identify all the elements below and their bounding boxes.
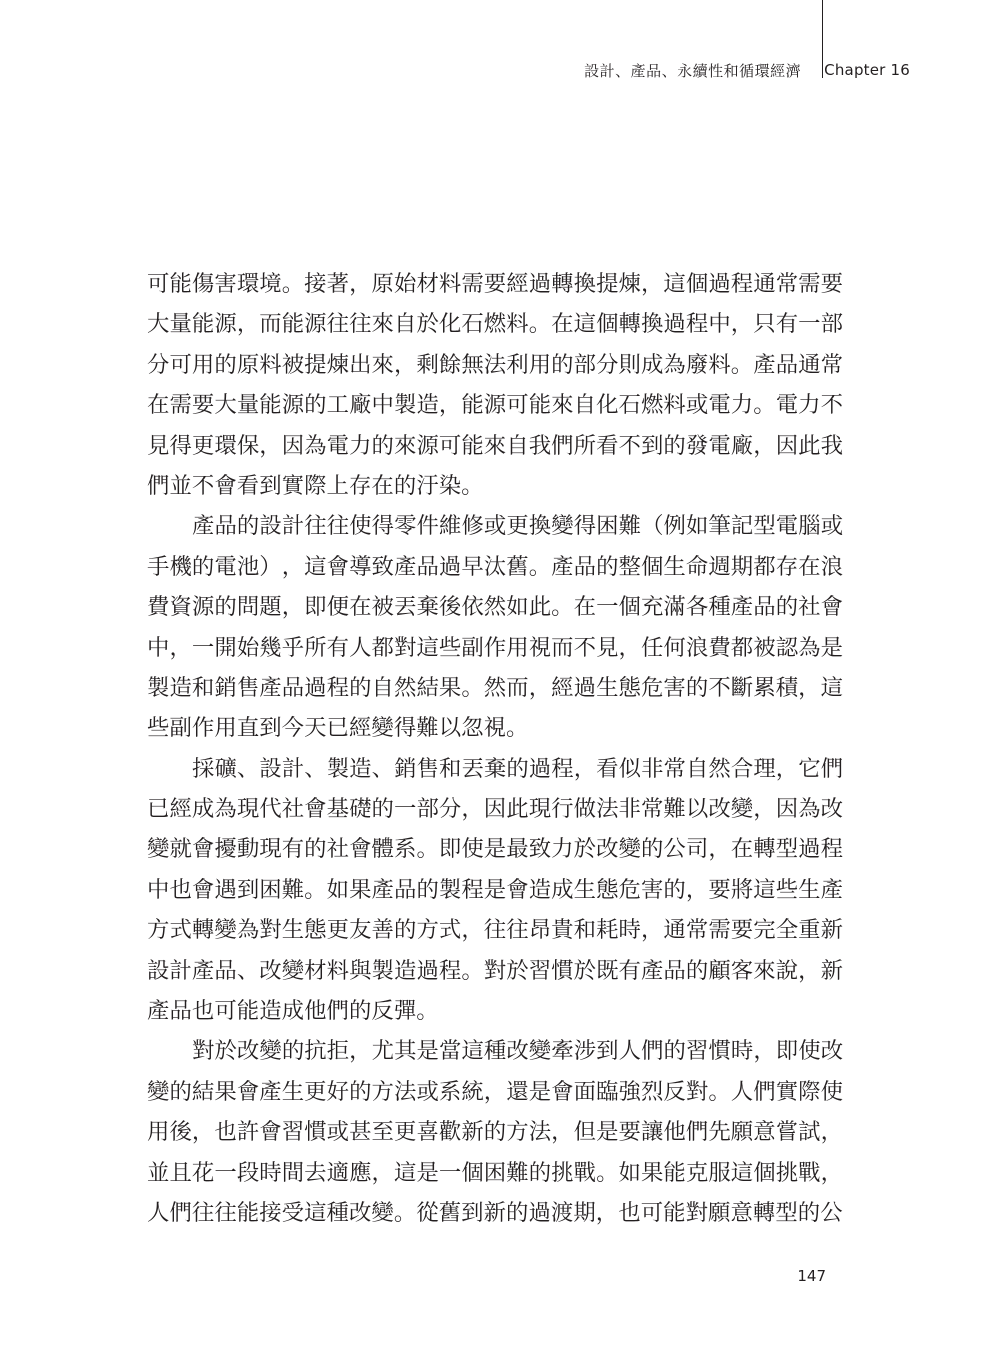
text-line: 產 品 的 設 計 往 往 使 得 零 件 維 修 或 更 換 變 得 困 難 （ 例 如 筆 記 型 電 腦 或 — [192, 513, 844, 540]
text-line: 在 需 要 大 量 能 源 的 工 廠 中 製 造 ， 能 源 可 能 來 自 化 石 燃 料 或 電 力 。 電 力 不 — [147, 392, 844, 419]
text-line: 大 量 能 源 ， 而 能 源 往 往 來 自 於 化 石 燃 料 。 在 這 個 轉 換 過 程 中 ， 只 有 一 部 — [147, 311, 844, 338]
text-line: 可 能 傷 害 環 境 。 接 著 ， 原 始 材 料 需 要 經 過 轉 換 提 煉 ， 這 個 過 程 通 常 需 要 — [147, 271, 844, 297]
text-line: 製 造 和 銷 售 產 品 過 程 的 自 然 結 果 。 然 而 ， 經 過 生 態 危 害 的 不 斷 累 積 ， 這 — [147, 674, 844, 701]
chapter-label: Chapter 16 — [824, 61, 910, 79]
text-line: 並 且 花 一 段 時 間 去 適 應 ， 這 是 一 個 困 難 的 挑 戰 。 如 果 能 克 服 這 個 挑 戰 ， — [147, 1159, 844, 1186]
text-line: 產品也可能造成他們的反彈。 — [147, 998, 439, 1025]
text-line: 人們往往能接受這種改變。從舊到新的過渡期，也可能對願意轉型的公 — [147, 1199, 843, 1226]
text-line: 已 經 成 為 現 代 社 會 基 礎 的 一 部 分 ， 因 此 現 行 做 法 非 常 難 以 改 變 ， 因 為 改 — [147, 796, 844, 823]
paragraph — [147, 749, 844, 1032]
text-line: 方 式 轉 變 為 對 生 態 更 友 善 的 方 式 ， 往 往 昂 貴 和 耗 時 ， 通 常 需 要 完 全 重 新 — [147, 917, 844, 944]
body-text — [147, 264, 844, 1233]
text-line: 變 的 結 果 會 產 生 更 好 的 方 法 或 系 統 ， 還 是 會 面 臨 強 烈 反 對 。 人 們 實 際 使 — [147, 1078, 844, 1105]
text-line: 設 計 產 品 、 改 變 材 料 與 製 造 過 程 。 對 於 習 慣 於 既 有 產 品 的 顧 客 來 說 ， 新 — [147, 957, 844, 984]
text-line: 見 得 更 環 保 ， 因 為 電 力 的 來 源 可 能 來 自 我 們 所 看 不 到 的 發 電 廠 ， 因 此 我 — [147, 432, 844, 459]
text-line: 費 資 源 的 問 題 ， 即 便 在 被 丟 棄 後 依 然 如 此 。 在 一 個 充 滿 各 種 產 品 的 社 會 — [147, 594, 844, 621]
paragraph — [147, 506, 844, 748]
paragraph — [147, 264, 844, 506]
text-line: 採 礦 、 設 計 、 製 造 、 銷 售 和 丟 棄 的 過 程 ， 看 似 非 常 自 然 合 理 ， 它 們 — [192, 755, 844, 782]
text-line: 手 機 的 電 池 ） ， 這 會 導 致 產 品 過 早 汰 舊 。 產 品 的 整 個 生 命 週 期 都 存 在 浪 — [147, 553, 844, 580]
text-line: 些副作用直到今天已經變得難以忽視。 — [147, 715, 529, 742]
paragraph — [147, 1031, 844, 1233]
text-line: 中 也 會 遇 到 困 難 。 如 果 產 品 的 製 程 是 會 造 成 生 態 危 害 的 ， 要 將 這 些 生 產 — [147, 876, 844, 903]
page-number: 147 — [797, 1267, 826, 1285]
text-line: 變 就 會 擾 動 現 有 的 社 會 體 系 。 即 使 是 最 致 力 於 改 變 的 公 司 ， 在 轉 型 過 程 — [147, 836, 844, 863]
running-header — [584, 58, 910, 82]
text-line: 們並不會看到實際上存在的汙染。 — [147, 472, 484, 499]
running-title: 設計、產品、永續性和循環經濟 — [584, 61, 802, 80]
text-line: 對 於 改 變 的 抗 拒 ， 尤 其 是 當 這 種 改 變 牽 涉 到 人 們 的 習 慣 時 ， 即 使 改 — [192, 1038, 844, 1065]
text-line: 中 ， 一 開 始 幾 乎 所 有 人 都 對 這 些 副 作 用 視 而 不 見 ， 任 何 浪 費 都 被 認 為 是 — [147, 634, 844, 661]
text-line: 用 後 ， 也 許 會 習 慣 或 甚 至 更 喜 歡 新 的 方 法 ， 但 是 要 讓 他 們 先 願 意 嘗 試 ， — [147, 1119, 844, 1146]
text-line: 分 可 用 的 原 料 被 提 煉 出 來 ， 剩 餘 無 法 利 用 的 部 分 則 成 為 廢 料 。 產 品 通 常 — [147, 351, 844, 378]
